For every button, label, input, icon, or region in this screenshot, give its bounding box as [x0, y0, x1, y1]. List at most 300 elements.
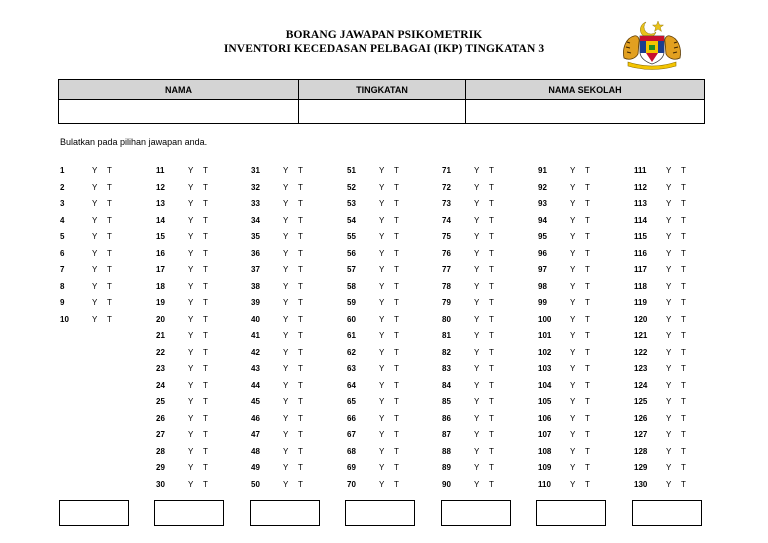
answer-option-t[interactable]: T: [585, 215, 590, 225]
answer-option-y[interactable]: Y: [379, 232, 385, 241]
answer-option-y[interactable]: Y: [666, 314, 672, 324]
answer-option-y[interactable]: Y: [188, 347, 194, 357]
answer-option-y[interactable]: Y: [474, 380, 480, 390]
answer-option-t[interactable]: T: [585, 248, 590, 258]
score-box[interactable]: [154, 500, 224, 526]
question-number: 33: [251, 199, 260, 208]
answer-option-y[interactable]: Y: [379, 479, 385, 489]
answer-option-y[interactable]: Y: [379, 364, 385, 373]
answer-option-y[interactable]: Y: [92, 298, 98, 307]
answer-option-y[interactable]: Y: [570, 281, 576, 291]
answer-option-t[interactable]: T: [298, 463, 303, 472]
answer-option-y[interactable]: Y: [474, 463, 480, 472]
answer-option-y[interactable]: Y: [474, 166, 480, 175]
answer-option-t[interactable]: T: [585, 364, 590, 373]
answer-option-t[interactable]: T: [585, 166, 590, 175]
answer-option-t[interactable]: T: [681, 331, 686, 340]
answer-option-t[interactable]: T: [394, 331, 399, 340]
question-number: 57: [347, 265, 356, 274]
answer-option-y[interactable]: Y: [474, 215, 480, 225]
question-number: 12: [156, 182, 165, 192]
answer-option-t[interactable]: T: [681, 479, 686, 489]
answer-option-t[interactable]: T: [203, 281, 208, 291]
answer-option-t[interactable]: T: [489, 430, 494, 439]
score-box[interactable]: [441, 500, 511, 526]
question-number: 53: [347, 199, 356, 208]
question-number: 87: [442, 430, 451, 439]
answer-option-y[interactable]: Y: [379, 380, 385, 390]
answer-option-t[interactable]: T: [681, 232, 686, 241]
answer-option-t[interactable]: T: [585, 281, 590, 291]
answer-option-y[interactable]: Y: [666, 232, 672, 241]
answer-option-y[interactable]: Y: [188, 430, 194, 439]
answer-option-y[interactable]: Y: [283, 298, 289, 307]
instruction-text: Bulatkan pada pilihan jawapan anda.: [60, 137, 208, 147]
answer-option-t[interactable]: T: [681, 347, 686, 357]
answer-option-y[interactable]: Y: [379, 182, 385, 192]
answer-option-y[interactable]: Y: [283, 413, 289, 423]
question-row: [442, 282, 512, 299]
question-row: [538, 447, 608, 464]
answer-option-t[interactable]: T: [298, 298, 303, 307]
answer-option-t[interactable]: T: [681, 364, 686, 373]
answer-option-t[interactable]: T: [203, 446, 208, 456]
answer-option-t[interactable]: T: [489, 479, 494, 489]
answer-option-y[interactable]: Y: [188, 446, 194, 456]
answer-option-t[interactable]: T: [489, 314, 494, 324]
answer-option-t[interactable]: T: [585, 182, 590, 192]
answer-option-y[interactable]: Y: [474, 298, 480, 307]
answer-option-y[interactable]: Y: [188, 397, 194, 406]
answer-option-y[interactable]: Y: [570, 397, 576, 406]
answer-option-t[interactable]: T: [585, 463, 590, 472]
answer-option-y[interactable]: Y: [666, 364, 672, 373]
answer-option-y[interactable]: Y: [379, 314, 385, 324]
answer-option-y[interactable]: Y: [283, 199, 289, 208]
answer-option-y[interactable]: Y: [379, 397, 385, 406]
answer-option-t[interactable]: T: [203, 463, 208, 472]
answer-option-y[interactable]: Y: [666, 446, 672, 456]
answer-option-t[interactable]: T: [298, 397, 303, 406]
question-number: 129: [634, 463, 648, 472]
answer-option-y[interactable]: Y: [379, 215, 385, 225]
answer-option-y[interactable]: Y: [474, 182, 480, 192]
answer-option-t[interactable]: T: [298, 166, 303, 175]
answer-option-y[interactable]: Y: [379, 265, 385, 274]
answer-option-y[interactable]: Y: [570, 380, 576, 390]
answer-option-t[interactable]: T: [203, 248, 208, 258]
answer-option-y[interactable]: Y: [666, 430, 672, 439]
answer-option-y[interactable]: Y: [283, 446, 289, 456]
question-number: 32: [251, 182, 260, 192]
answer-option-t[interactable]: T: [107, 199, 112, 208]
answer-option-y[interactable]: Y: [283, 215, 289, 225]
answer-option-t[interactable]: T: [107, 314, 112, 324]
answer-option-t[interactable]: T: [394, 182, 399, 192]
answer-option-t[interactable]: T: [298, 364, 303, 373]
answer-option-t[interactable]: T: [585, 380, 590, 390]
answer-option-y[interactable]: Y: [92, 215, 98, 225]
answer-option-t[interactable]: T: [298, 248, 303, 258]
answer-option-t[interactable]: T: [298, 215, 303, 225]
answer-option-t[interactable]: T: [107, 215, 112, 225]
answer-option-y[interactable]: Y: [283, 314, 289, 324]
answer-option-t[interactable]: T: [394, 446, 399, 456]
score-box[interactable]: [59, 500, 129, 526]
score-box[interactable]: [632, 500, 702, 526]
answer-option-y[interactable]: Y: [379, 199, 385, 208]
answer-option-t[interactable]: T: [107, 232, 112, 241]
answer-option-t[interactable]: T: [489, 215, 494, 225]
question-number: 109: [538, 463, 552, 472]
answer-option-y[interactable]: Y: [666, 248, 672, 258]
answer-option-t[interactable]: T: [107, 166, 112, 175]
answer-option-y[interactable]: Y: [92, 182, 98, 192]
answer-option-t[interactable]: T: [394, 215, 399, 225]
answer-option-y[interactable]: Y: [379, 331, 385, 340]
answer-option-t[interactable]: T: [681, 182, 686, 192]
answer-option-y[interactable]: Y: [283, 232, 289, 241]
answer-option-y[interactable]: Y: [188, 298, 194, 307]
answer-option-y[interactable]: Y: [379, 413, 385, 423]
answer-option-t[interactable]: T: [203, 413, 208, 423]
answer-option-y[interactable]: Y: [283, 331, 289, 340]
answer-option-y[interactable]: Y: [474, 248, 480, 258]
answer-option-t[interactable]: T: [394, 479, 399, 489]
question-number: 63: [347, 364, 356, 373]
answer-option-y[interactable]: Y: [666, 479, 672, 489]
answer-option-y[interactable]: Y: [474, 199, 480, 208]
answer-option-y[interactable]: Y: [188, 380, 194, 390]
answer-option-t[interactable]: T: [107, 182, 112, 192]
answer-option-t[interactable]: T: [489, 397, 494, 406]
answer-option-t[interactable]: T: [681, 281, 686, 291]
answer-option-y[interactable]: Y: [188, 232, 194, 241]
answer-option-t[interactable]: T: [681, 265, 686, 274]
answer-option-t[interactable]: T: [203, 380, 208, 390]
answer-option-t[interactable]: T: [681, 314, 686, 324]
question-row: [347, 381, 417, 398]
question-number: 103: [538, 364, 552, 373]
answer-option-y[interactable]: Y: [666, 380, 672, 390]
answer-option-t[interactable]: T: [681, 199, 686, 208]
answer-option-y[interactable]: Y: [92, 281, 98, 291]
answer-option-t[interactable]: T: [681, 166, 686, 175]
answer-option-y[interactable]: Y: [570, 347, 576, 357]
answer-option-y[interactable]: Y: [283, 397, 289, 406]
answer-option-t[interactable]: T: [489, 199, 494, 208]
answer-option-y[interactable]: Y: [570, 364, 576, 373]
answer-option-t[interactable]: T: [107, 281, 112, 291]
answer-option-y[interactable]: Y: [379, 430, 385, 439]
answer-option-t[interactable]: T: [394, 265, 399, 274]
answer-option-y[interactable]: Y: [188, 248, 194, 258]
answer-option-t[interactable]: T: [203, 314, 208, 324]
answer-option-y[interactable]: Y: [92, 248, 98, 258]
answer-option-t[interactable]: T: [298, 413, 303, 423]
answer-option-t[interactable]: T: [394, 232, 399, 241]
answer-option-y[interactable]: Y: [570, 413, 576, 423]
answer-option-t[interactable]: T: [203, 430, 208, 439]
answer-option-y[interactable]: Y: [379, 166, 385, 175]
answer-option-y[interactable]: Y: [570, 331, 576, 340]
question-column: [156, 166, 226, 496]
question-row: [156, 447, 226, 464]
answer-option-t[interactable]: T: [203, 364, 208, 373]
answer-option-t[interactable]: T: [394, 463, 399, 472]
question-number: 30: [156, 479, 165, 489]
answer-option-y[interactable]: Y: [474, 413, 480, 423]
answer-option-y[interactable]: Y: [283, 380, 289, 390]
answer-option-t[interactable]: T: [585, 265, 590, 274]
nama-sekolah-field[interactable]: [466, 100, 705, 124]
answer-option-y[interactable]: Y: [283, 281, 289, 291]
answer-option-y[interactable]: Y: [379, 347, 385, 357]
answer-option-y[interactable]: Y: [474, 364, 480, 373]
answer-option-y[interactable]: Y: [283, 347, 289, 357]
answer-option-t[interactable]: T: [489, 265, 494, 274]
answer-option-y[interactable]: Y: [666, 182, 672, 192]
answer-option-t[interactable]: T: [203, 215, 208, 225]
answer-option-y[interactable]: Y: [188, 463, 194, 472]
answer-option-t[interactable]: T: [585, 298, 590, 307]
score-box[interactable]: [536, 500, 606, 526]
answer-option-t[interactable]: T: [489, 298, 494, 307]
answer-option-y[interactable]: Y: [379, 446, 385, 456]
answer-option-t[interactable]: T: [394, 281, 399, 291]
answer-option-t[interactable]: T: [681, 463, 686, 472]
score-box[interactable]: [345, 500, 415, 526]
answer-option-t[interactable]: T: [298, 265, 303, 274]
answer-option-y[interactable]: Y: [188, 265, 194, 274]
answer-option-t[interactable]: T: [298, 199, 303, 208]
answer-option-y[interactable]: Y: [570, 314, 576, 324]
answer-option-t[interactable]: T: [681, 298, 686, 307]
answer-option-y[interactable]: Y: [570, 248, 576, 258]
answer-option-t[interactable]: T: [489, 446, 494, 456]
answer-option-y[interactable]: Y: [570, 479, 576, 489]
answer-option-y[interactable]: Y: [188, 166, 194, 175]
answer-option-y[interactable]: Y: [570, 463, 576, 472]
answer-option-y[interactable]: Y: [666, 215, 672, 225]
answer-option-y[interactable]: Y: [283, 430, 289, 439]
answer-option-t[interactable]: T: [298, 347, 303, 357]
answer-option-y[interactable]: Y: [570, 199, 576, 208]
answer-option-t[interactable]: T: [203, 479, 208, 489]
answer-option-t[interactable]: T: [394, 166, 399, 175]
answer-option-t[interactable]: T: [489, 380, 494, 390]
answer-option-y[interactable]: Y: [570, 298, 576, 307]
answer-option-y[interactable]: Y: [474, 331, 480, 340]
answer-option-y[interactable]: Y: [283, 182, 289, 192]
answer-option-y[interactable]: Y: [474, 281, 480, 291]
answer-option-y[interactable]: Y: [474, 314, 480, 324]
answer-option-y[interactable]: Y: [188, 281, 194, 291]
answer-option-t[interactable]: T: [298, 232, 303, 241]
answer-option-t[interactable]: T: [489, 248, 494, 258]
score-box[interactable]: [250, 500, 320, 526]
answer-option-t[interactable]: T: [107, 298, 112, 307]
answer-option-y[interactable]: Y: [570, 430, 576, 439]
header-tingkatan: TINGKATAN: [299, 80, 466, 100]
answer-option-t[interactable]: T: [681, 430, 686, 439]
answer-option-t[interactable]: T: [394, 347, 399, 357]
answer-option-y[interactable]: Y: [666, 281, 672, 291]
answer-option-y[interactable]: Y: [188, 413, 194, 423]
answer-option-t[interactable]: T: [489, 182, 494, 192]
answer-option-y[interactable]: Y: [283, 463, 289, 472]
question-row: [634, 232, 704, 249]
answer-option-t[interactable]: T: [681, 248, 686, 258]
answer-option-y[interactable]: Y: [666, 199, 672, 208]
answer-option-t[interactable]: T: [489, 331, 494, 340]
answer-option-y[interactable]: Y: [92, 166, 98, 175]
question-number: 15: [156, 232, 165, 241]
answer-option-y[interactable]: Y: [666, 463, 672, 472]
answer-option-y[interactable]: Y: [283, 364, 289, 373]
answer-option-t[interactable]: T: [585, 446, 590, 456]
answer-option-y[interactable]: Y: [474, 265, 480, 274]
answer-option-y[interactable]: Y: [570, 182, 576, 192]
answer-option-t[interactable]: T: [394, 397, 399, 406]
answer-option-t[interactable]: T: [298, 182, 303, 192]
answer-option-y[interactable]: Y: [379, 281, 385, 291]
answer-option-y[interactable]: Y: [379, 248, 385, 258]
answer-option-t[interactable]: T: [394, 413, 399, 423]
answer-option-y[interactable]: Y: [283, 479, 289, 489]
answer-option-y[interactable]: Y: [474, 430, 480, 439]
answer-option-y[interactable]: Y: [188, 364, 194, 373]
answer-option-t[interactable]: T: [394, 380, 399, 390]
answer-option-t[interactable]: T: [298, 281, 303, 291]
answer-option-t[interactable]: T: [394, 364, 399, 373]
answer-option-y[interactable]: Y: [666, 265, 672, 274]
answer-option-t[interactable]: T: [681, 413, 686, 423]
answer-option-y[interactable]: Y: [666, 413, 672, 423]
answer-option-t[interactable]: T: [394, 430, 399, 439]
answer-option-y[interactable]: Y: [666, 331, 672, 340]
answer-option-t[interactable]: T: [203, 397, 208, 406]
answer-option-t[interactable]: T: [394, 199, 399, 208]
answer-option-y[interactable]: Y: [188, 331, 194, 340]
answer-option-t[interactable]: T: [107, 265, 112, 274]
answer-option-t[interactable]: T: [489, 463, 494, 472]
answer-option-y[interactable]: Y: [92, 265, 98, 274]
answer-option-t[interactable]: T: [203, 331, 208, 340]
answer-option-y[interactable]: Y: [188, 479, 194, 489]
answer-option-t[interactable]: T: [298, 380, 303, 390]
answer-option-t[interactable]: T: [585, 413, 590, 423]
answer-option-t[interactable]: T: [394, 298, 399, 307]
answer-option-y[interactable]: Y: [666, 166, 672, 175]
answer-option-t[interactable]: T: [681, 215, 686, 225]
answer-option-y[interactable]: Y: [570, 215, 576, 225]
answer-option-t[interactable]: T: [681, 446, 686, 456]
answer-option-y[interactable]: Y: [474, 347, 480, 357]
answer-option-y[interactable]: Y: [283, 166, 289, 175]
answer-option-t[interactable]: T: [203, 265, 208, 274]
answer-option-y[interactable]: Y: [188, 314, 194, 324]
answer-option-t[interactable]: T: [489, 281, 494, 291]
answer-option-t[interactable]: T: [585, 479, 590, 489]
answer-option-y[interactable]: Y: [283, 265, 289, 274]
answer-option-y[interactable]: Y: [92, 314, 98, 324]
answer-option-t[interactable]: T: [585, 314, 590, 324]
answer-option-t[interactable]: T: [585, 347, 590, 357]
answer-option-t[interactable]: T: [681, 380, 686, 390]
answer-option-t[interactable]: T: [585, 199, 590, 208]
header-nama: NAMA: [59, 80, 299, 100]
answer-option-y[interactable]: Y: [474, 479, 480, 489]
answer-option-t[interactable]: T: [203, 347, 208, 357]
answer-option-y[interactable]: Y: [379, 463, 385, 472]
question-number: 70: [347, 479, 356, 489]
question-row: [538, 381, 608, 398]
answer-option-t[interactable]: T: [585, 430, 590, 439]
answer-option-t[interactable]: T: [489, 347, 494, 357]
question-number: 6: [60, 248, 65, 258]
answer-option-t[interactable]: T: [489, 364, 494, 373]
answer-option-t[interactable]: T: [298, 331, 303, 340]
question-number: 111: [634, 166, 647, 175]
answer-option-t[interactable]: T: [203, 298, 208, 307]
answer-option-y[interactable]: Y: [474, 232, 480, 241]
answer-option-t[interactable]: T: [298, 446, 303, 456]
answer-option-y[interactable]: Y: [666, 298, 672, 307]
answer-option-y[interactable]: Y: [92, 232, 98, 241]
answer-option-t[interactable]: T: [681, 397, 686, 406]
answer-option-t[interactable]: T: [203, 232, 208, 241]
question-row: [347, 463, 417, 480]
answer-option-y[interactable]: Y: [666, 347, 672, 357]
answer-option-t[interactable]: T: [585, 232, 590, 241]
question-number: 107: [538, 430, 552, 439]
answer-option-t[interactable]: T: [298, 479, 303, 489]
answer-option-t[interactable]: T: [107, 248, 112, 258]
answer-option-y[interactable]: Y: [379, 298, 385, 307]
answer-option-y[interactable]: Y: [188, 215, 194, 225]
answer-option-y[interactable]: Y: [570, 232, 576, 241]
answer-option-y[interactable]: Y: [92, 199, 98, 208]
answer-option-t[interactable]: T: [203, 199, 208, 208]
answer-option-y[interactable]: Y: [474, 446, 480, 456]
answer-option-t[interactable]: T: [585, 331, 590, 340]
answer-option-y[interactable]: Y: [188, 182, 194, 192]
answer-option-t[interactable]: T: [298, 314, 303, 324]
answer-option-t[interactable]: T: [394, 248, 399, 258]
answer-option-y[interactable]: Y: [283, 248, 289, 258]
answer-option-t[interactable]: T: [394, 314, 399, 324]
answer-option-t[interactable]: T: [489, 232, 494, 241]
answer-option-y[interactable]: Y: [570, 446, 576, 456]
answer-option-y[interactable]: Y: [188, 199, 194, 208]
answer-option-y[interactable]: Y: [570, 265, 576, 274]
answer-option-y[interactable]: Y: [570, 166, 576, 175]
answer-option-t[interactable]: T: [585, 397, 590, 406]
question-number: 38: [251, 281, 260, 291]
tingkatan-field[interactable]: [299, 100, 466, 124]
answer-option-t[interactable]: T: [203, 182, 208, 192]
answer-option-t[interactable]: T: [489, 413, 494, 423]
answer-option-y[interactable]: Y: [666, 397, 672, 406]
answer-option-t[interactable]: T: [203, 166, 208, 175]
answer-option-y[interactable]: Y: [474, 397, 480, 406]
question-number: 108: [538, 446, 552, 456]
answer-option-t[interactable]: T: [489, 166, 494, 175]
answer-option-t[interactable]: T: [298, 430, 303, 439]
nama-field[interactable]: [59, 100, 299, 124]
question-row: [347, 348, 417, 365]
